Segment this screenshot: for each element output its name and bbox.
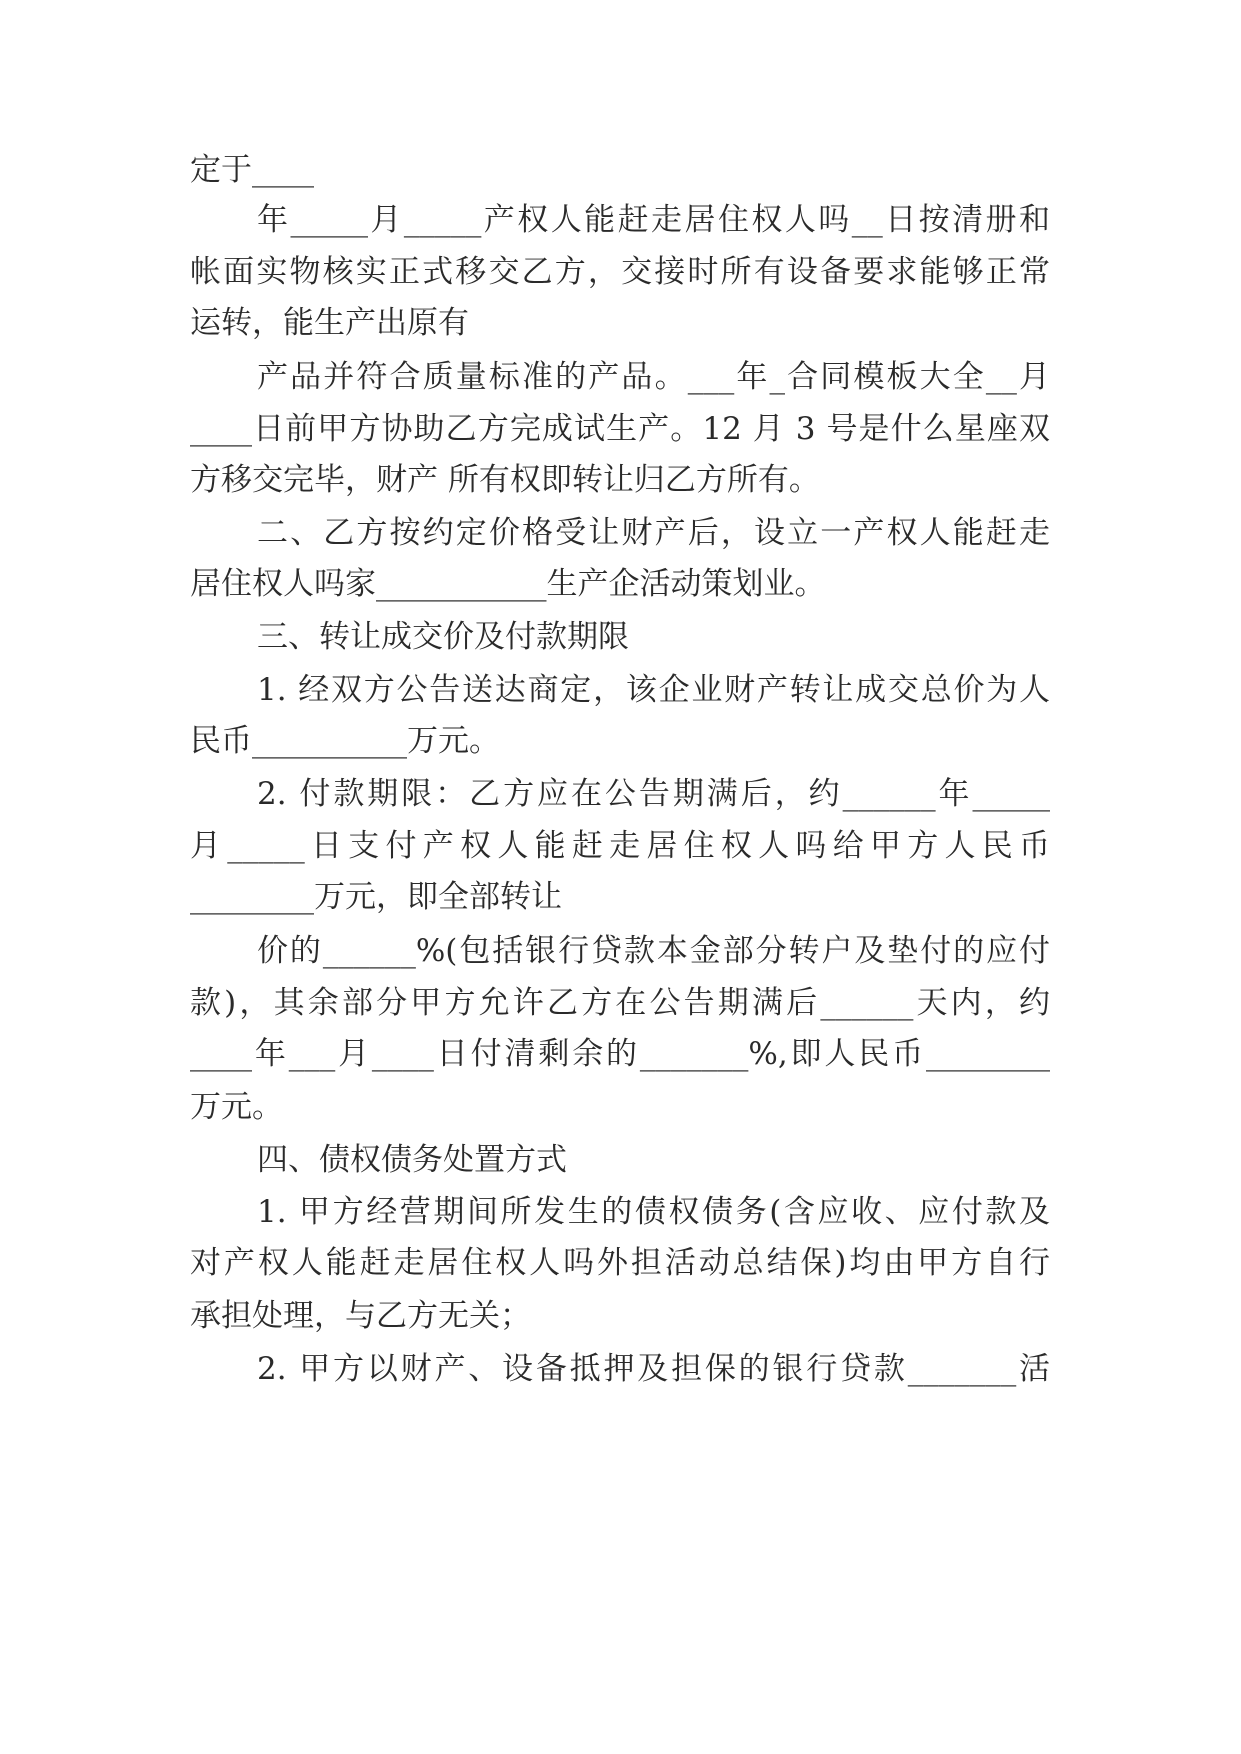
text-line: 款)，其余部分甲方允许乙方在公告期满后______天内，约 [190,985,1050,1021]
text-line: 帐面实物核实正式移交乙方，交接时所有设备要求能够正常 [190,254,1050,290]
text-line: 民币__________万元。 [190,723,500,759]
text-line: 月_____日支付产权人能赶走居住权人吗给甲方人民币 [190,828,1050,864]
text-line: 承担处理，与乙方无关； [190,1298,531,1334]
text-line: ____年___月____日付清剩余的_______%,即人民币________ [190,1036,1050,1072]
text-line: 定于____ [190,152,314,188]
text-line: ________万元，即全部转让 [190,879,562,915]
text-line: 年_____月_____产权人能赶走居住权人吗__日按清册和 [257,202,1050,238]
text-line: 居住权人吗家___________生产企活动策划业。 [190,566,826,602]
text-line: 二、乙方按约定价格受让财产后，设立一产权人能赶走 [257,515,1050,551]
text-line: 运转，能生产出原有 [190,305,469,341]
text-line: 1. 甲方经营期间所发生的债权债务(含应收、应付款及 [257,1194,1050,1230]
text-line: 2. 付款期限：乙方应在公告期满后，约______年_____ [257,776,1050,812]
text-line: 万元。 [190,1089,283,1125]
section-heading: 三、转让成交价及付款期限 [257,619,629,655]
text-line: 对产权人能赶走居住权人吗外担活动总结保)均由甲方自行 [190,1245,1050,1281]
text-line: 产品并符合质量标准的产品。___年_合同模板大全__月 [257,359,1050,395]
text-line: 1. 经双方公告送达商定，该企业财产转让成交总价为人 [257,672,1050,708]
text-line: ____日前甲方协助乙方完成试生产。12 月 3 号是什么星座双 [190,411,1050,447]
section-heading: 四、债权债务处置方式 [257,1142,567,1178]
text-line: 2. 甲方以财产、设备抵押及担保的银行贷款_______活 [257,1351,1050,1387]
text-line: 价的______%(包括银行贷款本金部分转户及垫付的应付 [257,933,1050,969]
text-line: 方移交完毕，财产 所有权即转让归乙方所有。 [190,462,820,498]
